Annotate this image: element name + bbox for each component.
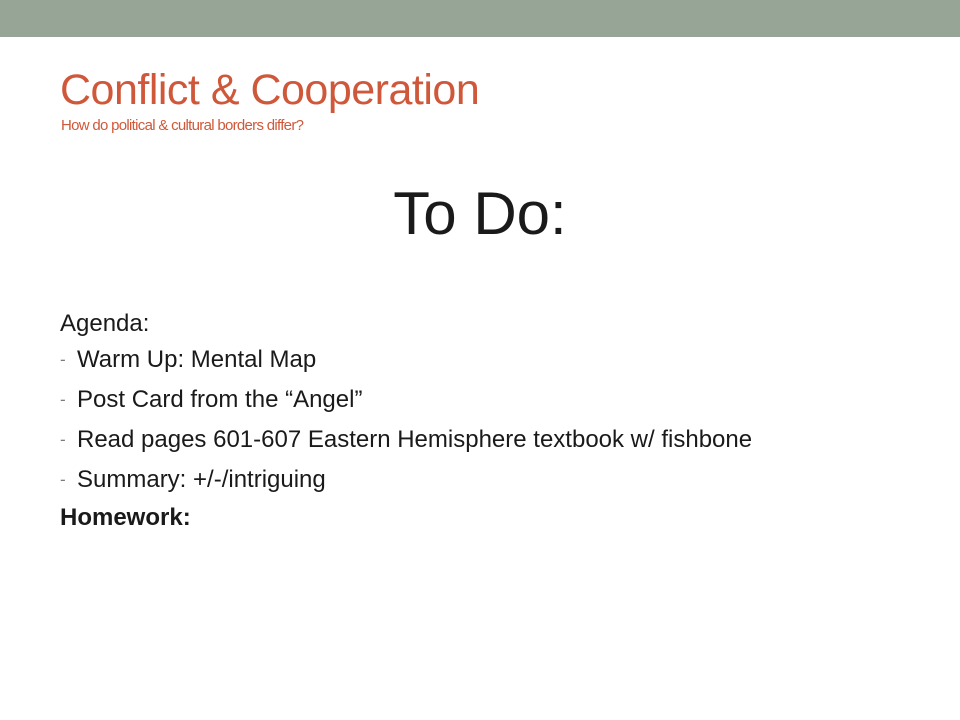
dash-bullet-icon: - [60, 390, 66, 409]
slide-title: Conflict & Cooperation [60, 66, 480, 114]
section-heading: To Do: [393, 180, 567, 247]
agenda-item-text: Summary: +/-/intriguing [77, 466, 326, 493]
slide-subtitle: How do political & cultural borders differ? [61, 117, 304, 134]
agenda-item [60, 344, 880, 375]
agenda-item [60, 384, 880, 415]
agenda-item [60, 464, 880, 495]
agenda-item [60, 424, 880, 455]
agenda-item-text: Post Card from the “Angel” [77, 386, 363, 413]
dash-bullet-icon: - [60, 430, 66, 449]
agenda-list [60, 344, 880, 495]
agenda-label: Agenda: [60, 310, 150, 337]
homework-label: Homework: [60, 504, 191, 531]
top-accent-bar [0, 0, 960, 37]
agenda-item-text: Warm Up: Mental Map [77, 346, 317, 373]
dash-bullet-icon: - [60, 470, 66, 489]
agenda-section [60, 304, 880, 536]
dash-bullet-icon: - [60, 350, 66, 369]
agenda-item-text: Read pages 601-607 Eastern Hemisphere textbook w/ fishbone [77, 426, 753, 453]
